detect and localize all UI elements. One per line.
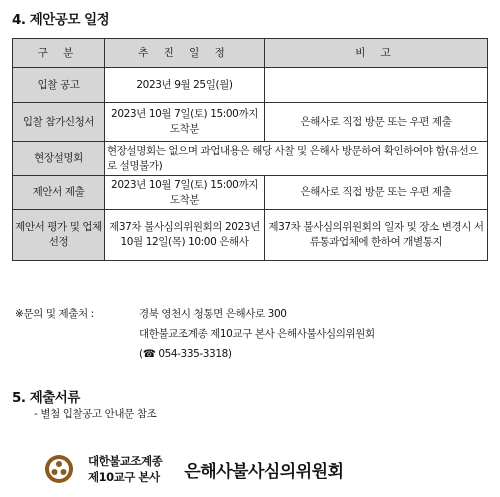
schedule-table: [12, 38, 488, 261]
contact-address: 경북 영천시 청통면 은해사로 300: [139, 308, 287, 320]
row-remarks: 제37차 불사심의위원회의 일자 및 장소 변경시 서류통과업체에 한하여 개별통지: [265, 210, 488, 261]
contact-label: ※문의 및 제출처 :: [15, 308, 94, 320]
table-row: [13, 68, 488, 103]
row-schedule: 2023년 10월 7일(토) 15:00까지 도착분: [105, 176, 265, 210]
footer-committee: 은해사불사심의위원회: [184, 461, 344, 482]
section-4-title: 4. 제안공모 일정: [12, 12, 110, 28]
row-schedule: 2023년 10월 7일(토) 15:00까지 도착분: [105, 103, 265, 142]
row-label: 입찰 공고: [13, 68, 105, 103]
temple-logo-icon: [44, 454, 74, 484]
row-merged-note: 현장설명회는 없으며 과업내용은 해당 사찰 및 은해사 방문하여 확인하여야 함(유선으로 설명불가): [105, 142, 488, 176]
row-label: 현장설명회: [13, 142, 105, 176]
row-label: 제안서 제출: [13, 176, 105, 210]
table-row: [13, 176, 488, 210]
footer-org: [88, 453, 162, 485]
section-5-note: - 별첨 입찰공고 안내문 참조: [34, 408, 157, 420]
table-row: [13, 103, 488, 142]
row-remarks: [265, 68, 488, 103]
row-schedule: 2023년 9월 25일(월): [105, 68, 265, 103]
header-schedule: 추 진 일 정: [105, 39, 265, 68]
table-row: [13, 142, 488, 176]
row-label: 제안서 평가 및 업체선정: [13, 210, 105, 261]
table-row: [13, 210, 488, 261]
contact-info: [15, 304, 375, 364]
header-category: 구 분: [13, 39, 105, 68]
row-remarks: 은해사로 직접 방문 또는 우편 제출: [265, 176, 488, 210]
contact-org: 대한불교조계종 제10교구 본사 은해사불사심의위원회: [139, 328, 375, 340]
footer-org-line2: 제10교구 본사: [88, 470, 160, 484]
section-5-title: 5. 제출서류: [12, 390, 80, 406]
header-remarks: 비 고: [265, 39, 488, 68]
contact-phone: (☎ 054-335-3318): [139, 348, 232, 360]
footer: [44, 453, 344, 485]
row-label: 입찰 참가신청서: [13, 103, 105, 142]
row-schedule: 제37차 불사심의위원회의 2023년 10월 12일(목) 10:00 은해사: [105, 210, 265, 261]
footer-org-line1: 대한불교조계종: [88, 454, 163, 468]
row-remarks: 은해사로 직접 방문 또는 우편 제출: [265, 103, 488, 142]
